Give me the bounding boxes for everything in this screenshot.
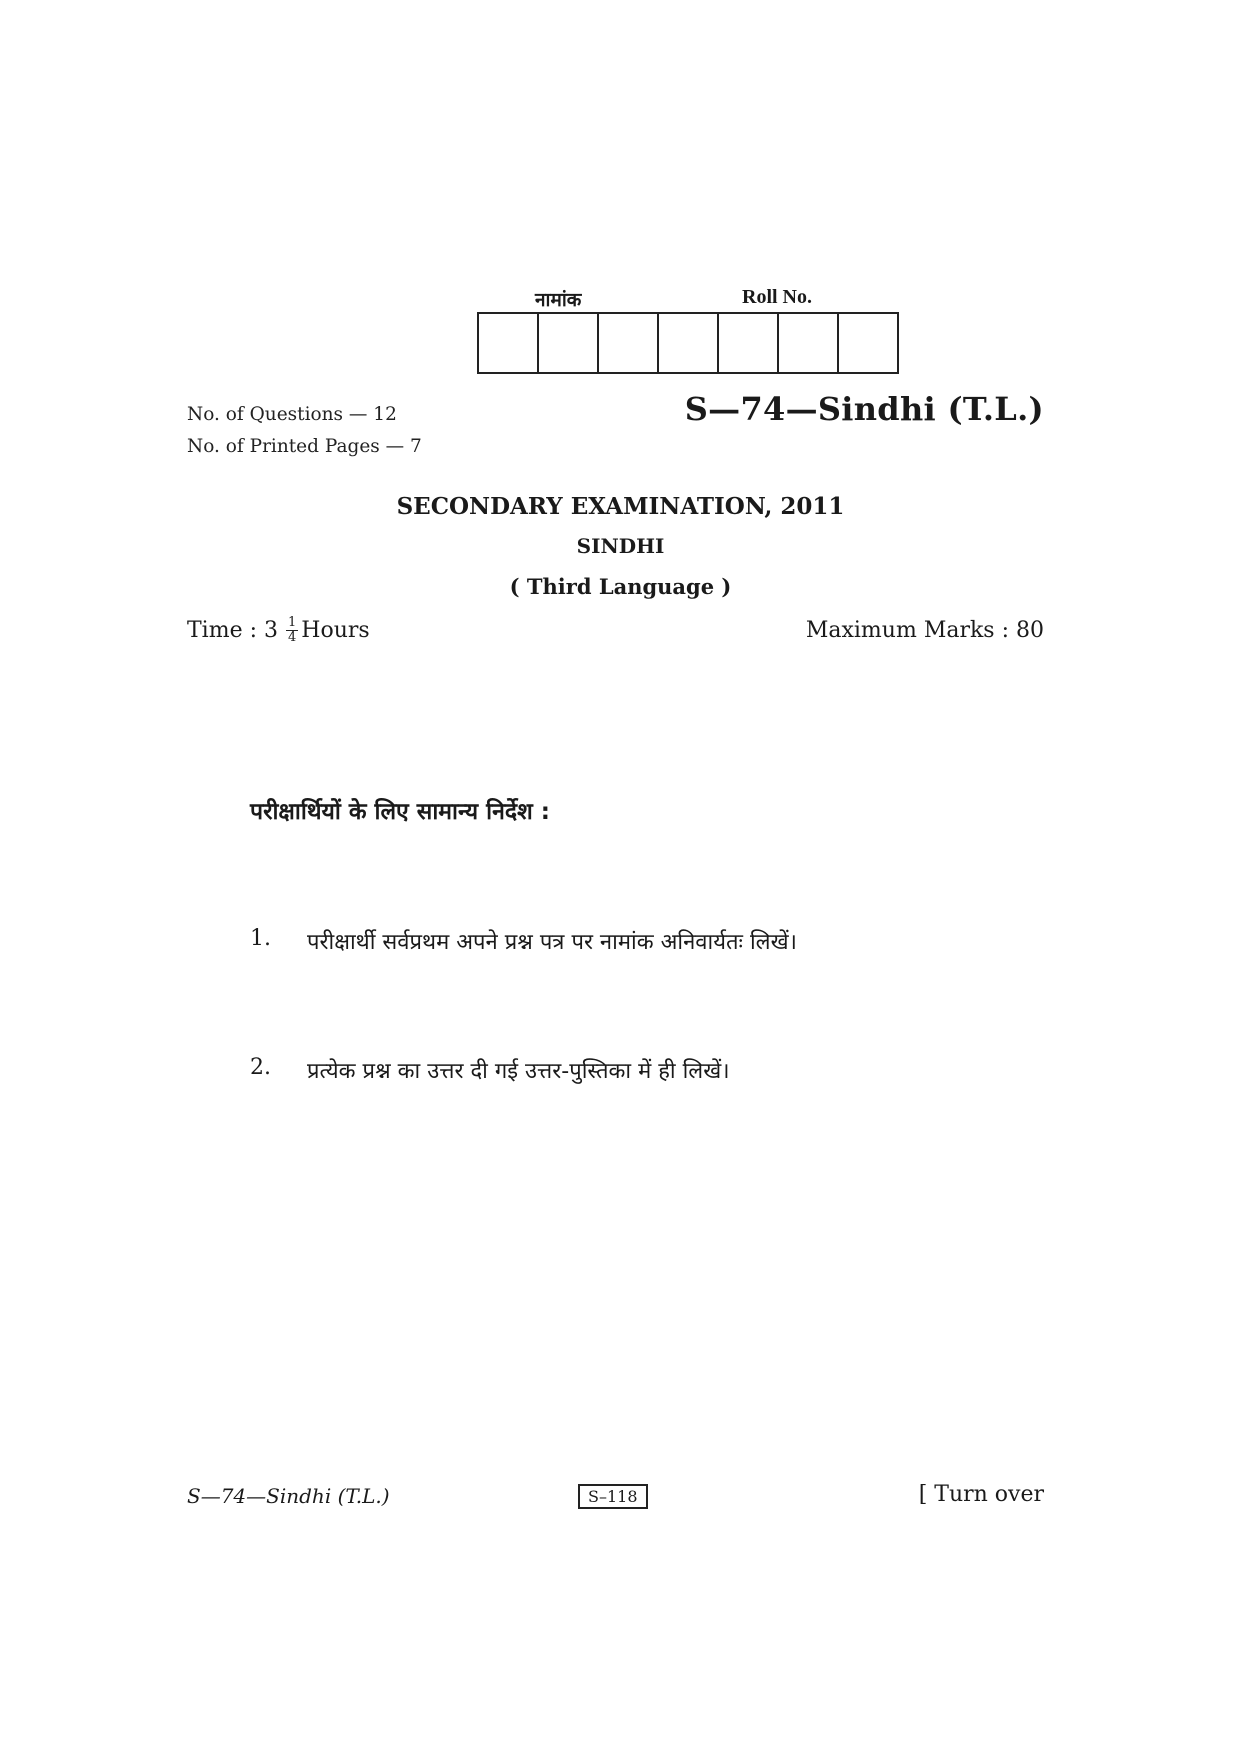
roll-digit-box: [779, 314, 839, 372]
roll-number-boxes: [477, 312, 899, 374]
instruction-text: परीक्षार्थी सर्वप्रथम अपने प्रश्न पत्र पर नामांक अनिवार्यतः लिखें।: [307, 930, 797, 955]
number-of-pages: No. of Printed Pages — 7: [187, 436, 422, 457]
roll-digit-box: [539, 314, 599, 372]
footer-paper-code: S—74—Sindhi (T.L.): [187, 1484, 390, 1508]
roll-digit-box: [599, 314, 659, 372]
instruction-number: 1.: [250, 926, 271, 951]
roll-digit-box: [479, 314, 539, 372]
paper-code: S—74—Sindhi (T.L.): [684, 390, 1044, 428]
exam-title: SECONDARY EXAMINATION, 2011: [396, 493, 845, 520]
time-allowed: [187, 616, 370, 645]
instruction-number: 2.: [250, 1055, 271, 1080]
subject-title: SINDHI: [576, 534, 665, 558]
instruction-text: प्रत्येक प्रश्न का उत्तर दी गई उत्तर-पुस्तिका में ही लिखें।: [307, 1059, 730, 1084]
roll-digit-box: [659, 314, 719, 372]
roll-label-english: Roll No.: [742, 286, 812, 308]
roll-label-hindi: नामांक: [535, 289, 582, 311]
instruction-item: [250, 1055, 730, 1085]
roll-digit-box: [719, 314, 779, 372]
number-of-questions: No. of Questions — 12: [187, 404, 397, 425]
instructions-heading: परीक्षार्थियों के लिए सामान्य निर्देश :: [250, 799, 550, 825]
time-unit: Hours: [301, 618, 370, 643]
time-label: Time : 3: [187, 618, 278, 643]
turn-over-note: [ Turn over: [918, 1482, 1044, 1507]
fraction-denominator: 4: [288, 630, 297, 645]
language-subtitle: ( Third Language ): [509, 574, 732, 599]
roll-digit-box: [839, 314, 897, 372]
footer-series-box: S–118: [578, 1484, 648, 1509]
maximum-marks: Maximum Marks : 80: [805, 618, 1044, 643]
fraction-numerator: 1: [288, 615, 297, 630]
instruction-item: [250, 926, 797, 956]
time-fraction: [286, 616, 298, 645]
